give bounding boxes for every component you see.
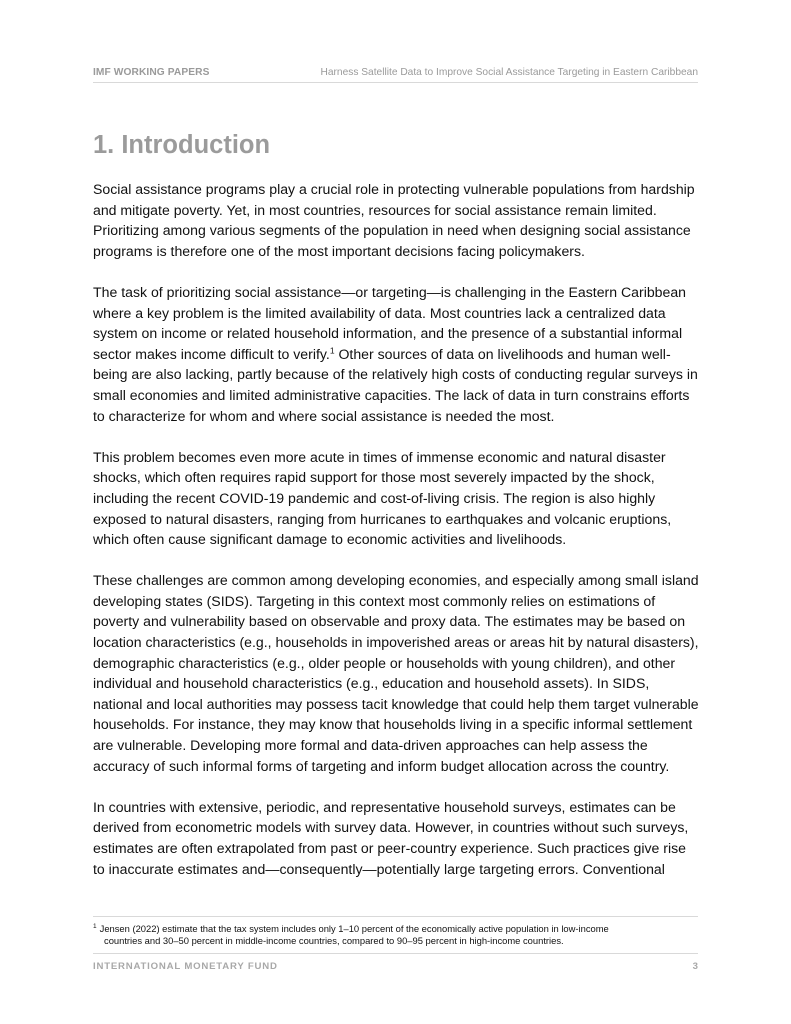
header-paper-title: Harness Satellite Data to Improve Social Assistance Targeting in Eastern Caribbean [320, 67, 698, 78]
paragraph-2 [93, 282, 701, 426]
footnote [93, 923, 693, 948]
paragraph-2-text-start: The task of prioritizing social assistance—or targeting—is challenging in the Eastern Caribbean where a key problem is the limited availability of data. Most countries lack a centralized data system on income or related household information, and the presence of a substantial informal sector makes income difficult to verify. [93, 283, 687, 362]
paragraph-4: These challenges are common among developing economies, and especially among small island developing states (SIDS). Targeting in this context most commonly relies on estimations of poverty and vulnerability based on observable and proxy data. The estimates may be based on location characteristics (e.g., households in impoverished areas or areas hit by natural disasters), demographic characteristics (e.g., older people or households with young children), and other individual and household characteristics (e.g., education and household assets). In SIDS, national and local authorities may possess tacit knowledge that could help them target vulnerable households. For instance, they may know that households living in a specific informal settlement are vulnerable. Developing more formal and data-driven approaches can help assess the accuracy of such informal forms of targeting and inform budget allocation across the country. [93, 572, 699, 774]
paragraph-3: This problem becomes even more acute in times of immense economic and natural disaster shocks, which often requires rapid support for those most severely impacted by the shock, including the recent COVID-19 pandemic and cost-of-living crisis. The region is also highly exposed to natural disasters, ranging from hurricanes to earthquakes and volcanic eruptions, which often cause significant damage to economic activities and livelihoods. [93, 448, 672, 548]
footnote-text-line-2: countries and 30–50 percent in middle-income countries, compared to 90–95 percent in high-income countries. [104, 935, 564, 947]
footnote-reference[interactable]: 1 [329, 345, 335, 356]
footnote-marker: 1 [93, 922, 97, 930]
paragraph-5: In countries with extensive, periodic, and representative household surveys, estimates can be derived from econometric models with survey data. However, in countries without such surveys, estimates are often extrapolated from past or peer-country experience. Such practices give rise to inaccurate estimates and—consequently—potentially large targeting errors. Conventional [93, 798, 689, 877]
section-heading: 1. Introduction [93, 131, 271, 159]
header-series-label: IMF WORKING PAPERS [93, 67, 210, 78]
page-number: 3 [692, 961, 698, 972]
footer-publisher: INTERNATIONAL MONETARY FUND [93, 961, 278, 972]
paragraph-2-text-end: Other sources of data on livelihoods and human well-being are also lacking, partly because of the relatively high costs of conducting regular surveys in small economies and limited administrative capacities. The lack of data in turn constrains efforts to characterize for whom and where social assistance is needed the most. [93, 345, 698, 424]
footer-divider [93, 953, 698, 954]
body-text [93, 179, 701, 900]
footnote-divider [93, 916, 698, 917]
running-header [93, 66, 698, 80]
header-divider [93, 82, 698, 83]
footnote-text-line-1: Jensen (2022) estimate that the tax system includes only 1–10 percent of the economically active population in low-income [99, 923, 609, 934]
paragraph-1: Social assistance programs play a crucial role in protecting vulnerable populations from hardship and mitigate poverty. Yet, in most countries, resources for social assistance remain limited. Prioritizing among various segments of the population in need when designing social assistance programs is therefore one of the most important decisions facing policymakers. [93, 181, 695, 259]
